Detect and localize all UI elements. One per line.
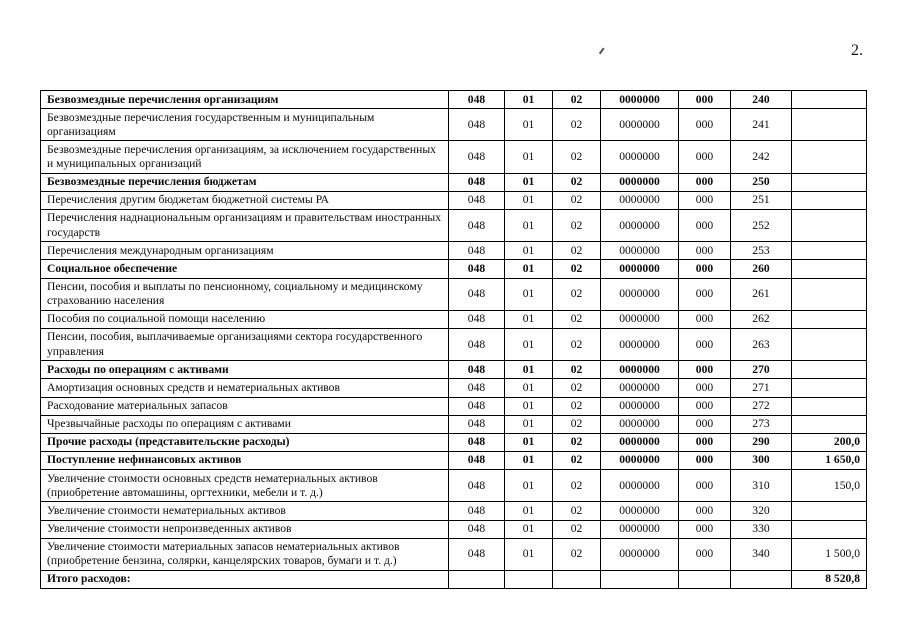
- row-code-subsection: 02: [553, 310, 601, 328]
- table-row: [41, 242, 867, 260]
- row-code-chapter: 048: [449, 91, 505, 109]
- row-code-economic: 272: [731, 397, 792, 415]
- row-code-section: 01: [505, 91, 553, 109]
- row-label: Безвозмездные перечисления организациям: [41, 91, 449, 109]
- row-code-economic: 271: [731, 379, 792, 397]
- row-code-economic: 270: [731, 361, 792, 379]
- budget-expenses-table: [40, 90, 867, 589]
- row-label: Увеличение стоимости нематериальных активов: [41, 502, 449, 520]
- row-code-target-item: 0000000: [601, 260, 679, 278]
- row-label: Прочие расходы (представительские расходы): [41, 433, 449, 451]
- row-code-expense-type: 000: [679, 278, 731, 310]
- row-code-subsection: 02: [553, 538, 601, 570]
- row-code-chapter: 048: [449, 310, 505, 328]
- row-code-economic: 260: [731, 260, 792, 278]
- row-code-chapter: 048: [449, 520, 505, 538]
- row-label: Перечисления другим бюджетам бюджетной системы РА: [41, 191, 449, 209]
- row-label: Поступление нефинансовых активов: [41, 451, 449, 469]
- row-code-target-item: 0000000: [601, 173, 679, 191]
- row-code-economic: 241: [731, 109, 792, 141]
- row-amount: [792, 278, 867, 310]
- row-code-economic: 242: [731, 141, 792, 173]
- row-label: Безвозмездные перечисления организациям, за исключением государственных и муниципальных организаций: [41, 141, 449, 173]
- row-code-expense-type: 000: [679, 379, 731, 397]
- row-code-target-item: 0000000: [601, 361, 679, 379]
- row-code-section: 01: [505, 260, 553, 278]
- row-code-section: 01: [505, 361, 553, 379]
- row-label: Увеличение стоимости материальных запасов нематериальных активов (приобретение бензина, солярки, канцелярских товаров, бумаги и т. д.): [41, 538, 449, 570]
- row-code-subsection: 02: [553, 191, 601, 209]
- row-code-section: 01: [505, 109, 553, 141]
- row-amount: [792, 191, 867, 209]
- row-code-section: 01: [505, 191, 553, 209]
- row-code-section: 01: [505, 209, 553, 241]
- row-code-economic: 320: [731, 502, 792, 520]
- row-code-section: 01: [505, 502, 553, 520]
- table-row: [41, 141, 867, 173]
- row-code-section: 01: [505, 278, 553, 310]
- row-code-subsection: 02: [553, 260, 601, 278]
- table-row: [41, 451, 867, 469]
- table-row: [41, 328, 867, 360]
- row-label: Амортизация основных средств и нематериальных активов: [41, 379, 449, 397]
- row-code-expense-type: 000: [679, 91, 731, 109]
- table-row: [41, 520, 867, 538]
- budget-table-body: [41, 91, 867, 589]
- row-code-expense-type: 000: [679, 242, 731, 260]
- row-code-subsection: 02: [553, 173, 601, 191]
- row-code-economic: [731, 570, 792, 588]
- row-code-economic: 290: [731, 433, 792, 451]
- row-code-economic: 251: [731, 191, 792, 209]
- row-code-subsection: 02: [553, 520, 601, 538]
- row-code-subsection: 02: [553, 415, 601, 433]
- row-code-economic: 310: [731, 470, 792, 502]
- row-code-chapter: 048: [449, 278, 505, 310]
- row-code-expense-type: 000: [679, 173, 731, 191]
- row-code-economic: 300: [731, 451, 792, 469]
- table-row: [41, 109, 867, 141]
- row-code-target-item: 0000000: [601, 451, 679, 469]
- row-code-target-item: 0000000: [601, 109, 679, 141]
- row-code-section: 01: [505, 141, 553, 173]
- row-label: Пенсии, пособия, выплачиваемые организациями сектора государственного управления: [41, 328, 449, 360]
- row-code-expense-type: 000: [679, 538, 731, 570]
- table-row: [41, 361, 867, 379]
- row-code-chapter: 048: [449, 191, 505, 209]
- table-row: [41, 470, 867, 502]
- row-code-section: 01: [505, 397, 553, 415]
- row-code-expense-type: 000: [679, 520, 731, 538]
- row-code-chapter: 048: [449, 260, 505, 278]
- row-code-expense-type: 000: [679, 415, 731, 433]
- row-code-subsection: 02: [553, 328, 601, 360]
- table-row: [41, 433, 867, 451]
- row-label: Пенсии, пособия и выплаты по пенсионному, социальному и медицинскому страхованию населения: [41, 278, 449, 310]
- row-code-economic: 262: [731, 310, 792, 328]
- row-code-section: [505, 570, 553, 588]
- row-code-target-item: 0000000: [601, 91, 679, 109]
- row-code-target-item: 0000000: [601, 470, 679, 502]
- row-code-target-item: 0000000: [601, 379, 679, 397]
- row-code-target-item: 0000000: [601, 278, 679, 310]
- row-amount: [792, 328, 867, 360]
- row-label: Социальное обеспечение: [41, 260, 449, 278]
- row-amount: [792, 109, 867, 141]
- row-label: Расходование материальных запасов: [41, 397, 449, 415]
- table-row: [41, 310, 867, 328]
- row-code-subsection: 02: [553, 91, 601, 109]
- table-row: [41, 91, 867, 109]
- row-amount: [792, 310, 867, 328]
- table-row: [41, 278, 867, 310]
- row-code-subsection: 02: [553, 209, 601, 241]
- row-code-chapter: 048: [449, 415, 505, 433]
- row-code-chapter: 048: [449, 397, 505, 415]
- row-code-economic: 330: [731, 520, 792, 538]
- row-code-chapter: 048: [449, 141, 505, 173]
- row-amount: [792, 502, 867, 520]
- row-code-chapter: 048: [449, 502, 505, 520]
- row-code-expense-type: 000: [679, 451, 731, 469]
- row-code-target-item: [601, 570, 679, 588]
- row-code-section: 01: [505, 520, 553, 538]
- row-code-chapter: 048: [449, 361, 505, 379]
- row-code-section: 01: [505, 415, 553, 433]
- row-amount: 200,0: [792, 433, 867, 451]
- row-code-section: 01: [505, 538, 553, 570]
- row-code-chapter: 048: [449, 328, 505, 360]
- row-code-target-item: 0000000: [601, 520, 679, 538]
- row-code-chapter: 048: [449, 209, 505, 241]
- row-amount: [792, 379, 867, 397]
- row-label: Пособия по социальной помощи населению: [41, 310, 449, 328]
- row-label: Перечисления международным организациям: [41, 242, 449, 260]
- row-code-target-item: 0000000: [601, 310, 679, 328]
- row-code-expense-type: 000: [679, 209, 731, 241]
- row-code-subsection: 02: [553, 451, 601, 469]
- row-code-expense-type: [679, 570, 731, 588]
- table-row: [41, 191, 867, 209]
- row-code-subsection: 02: [553, 470, 601, 502]
- table-row: [41, 502, 867, 520]
- row-amount: [792, 520, 867, 538]
- row-label: Расходы по операциям с активами: [41, 361, 449, 379]
- row-code-subsection: 02: [553, 433, 601, 451]
- row-code-economic: 240: [731, 91, 792, 109]
- row-code-chapter: 048: [449, 379, 505, 397]
- row-code-chapter: [449, 570, 505, 588]
- row-code-subsection: 02: [553, 361, 601, 379]
- page-number: 2.: [851, 42, 863, 59]
- table-row: [41, 397, 867, 415]
- row-code-target-item: 0000000: [601, 191, 679, 209]
- row-code-chapter: 048: [449, 538, 505, 570]
- row-code-section: 01: [505, 310, 553, 328]
- row-code-section: 01: [505, 470, 553, 502]
- table-row: [41, 379, 867, 397]
- row-code-economic: 273: [731, 415, 792, 433]
- row-code-chapter: 048: [449, 470, 505, 502]
- row-code-expense-type: 000: [679, 310, 731, 328]
- row-code-target-item: 0000000: [601, 538, 679, 570]
- row-code-chapter: 048: [449, 451, 505, 469]
- row-code-target-item: 0000000: [601, 209, 679, 241]
- row-code-subsection: 02: [553, 502, 601, 520]
- row-code-expense-type: 000: [679, 191, 731, 209]
- row-code-chapter: 048: [449, 109, 505, 141]
- row-code-subsection: 02: [553, 242, 601, 260]
- table-row: [41, 538, 867, 570]
- row-code-expense-type: 000: [679, 361, 731, 379]
- row-code-subsection: [553, 570, 601, 588]
- row-code-target-item: 0000000: [601, 502, 679, 520]
- row-code-target-item: 0000000: [601, 141, 679, 173]
- row-label: Безвозмездные перечисления бюджетам: [41, 173, 449, 191]
- row-code-economic: 340: [731, 538, 792, 570]
- row-code-section: 01: [505, 242, 553, 260]
- row-code-section: 01: [505, 328, 553, 360]
- row-label: Увеличение стоимости основных средств нематериальных активов (приобретение автомашины, оргтехники, мебели и т. д.): [41, 470, 449, 502]
- row-code-economic: 263: [731, 328, 792, 360]
- row-code-target-item: 0000000: [601, 433, 679, 451]
- row-code-chapter: 048: [449, 433, 505, 451]
- row-code-target-item: 0000000: [601, 397, 679, 415]
- row-code-economic: 250: [731, 173, 792, 191]
- row-code-subsection: 02: [553, 109, 601, 141]
- row-code-chapter: 048: [449, 242, 505, 260]
- row-amount: [792, 397, 867, 415]
- row-amount: [792, 361, 867, 379]
- table-row: [41, 173, 867, 191]
- table-row: [41, 570, 867, 588]
- row-code-expense-type: 000: [679, 397, 731, 415]
- row-code-section: 01: [505, 433, 553, 451]
- row-amount: 8 520,8: [792, 570, 867, 588]
- row-amount: [792, 141, 867, 173]
- row-code-target-item: 0000000: [601, 415, 679, 433]
- row-label: Перечисления наднациональным организациям и правительствам иностранных государств: [41, 209, 449, 241]
- row-code-expense-type: 000: [679, 141, 731, 173]
- row-code-economic: 253: [731, 242, 792, 260]
- row-code-subsection: 02: [553, 141, 601, 173]
- row-label: Безвозмездные перечисления государственным и муниципальным организациям: [41, 109, 449, 141]
- row-amount: [792, 415, 867, 433]
- row-amount: [792, 173, 867, 191]
- row-code-subsection: 02: [553, 397, 601, 415]
- table-row: [41, 260, 867, 278]
- row-code-target-item: 0000000: [601, 242, 679, 260]
- row-amount: [792, 242, 867, 260]
- row-label: Чрезвычайные расходы по операциям с активами: [41, 415, 449, 433]
- row-code-expense-type: 000: [679, 328, 731, 360]
- row-amount: 1 500,0: [792, 538, 867, 570]
- table-row: [41, 209, 867, 241]
- row-code-section: 01: [505, 451, 553, 469]
- row-code-expense-type: 000: [679, 433, 731, 451]
- row-code-subsection: 02: [553, 379, 601, 397]
- row-amount: 150,0: [792, 470, 867, 502]
- row-code-economic: 261: [731, 278, 792, 310]
- row-label: Итого расходов:: [41, 570, 449, 588]
- row-code-expense-type: 000: [679, 470, 731, 502]
- row-code-expense-type: 000: [679, 260, 731, 278]
- row-code-section: 01: [505, 379, 553, 397]
- row-code-economic: 252: [731, 209, 792, 241]
- row-amount: [792, 260, 867, 278]
- row-code-subsection: 02: [553, 278, 601, 310]
- table-row: [41, 415, 867, 433]
- row-code-chapter: 048: [449, 173, 505, 191]
- row-code-expense-type: 000: [679, 109, 731, 141]
- row-code-target-item: 0000000: [601, 328, 679, 360]
- row-amount: [792, 209, 867, 241]
- row-code-expense-type: 000: [679, 502, 731, 520]
- row-amount: [792, 91, 867, 109]
- scan-artifact-mark-icon: [599, 47, 604, 54]
- row-label: Увеличение стоимости непроизведенных активов: [41, 520, 449, 538]
- row-amount: 1 650,0: [792, 451, 867, 469]
- row-code-section: 01: [505, 173, 553, 191]
